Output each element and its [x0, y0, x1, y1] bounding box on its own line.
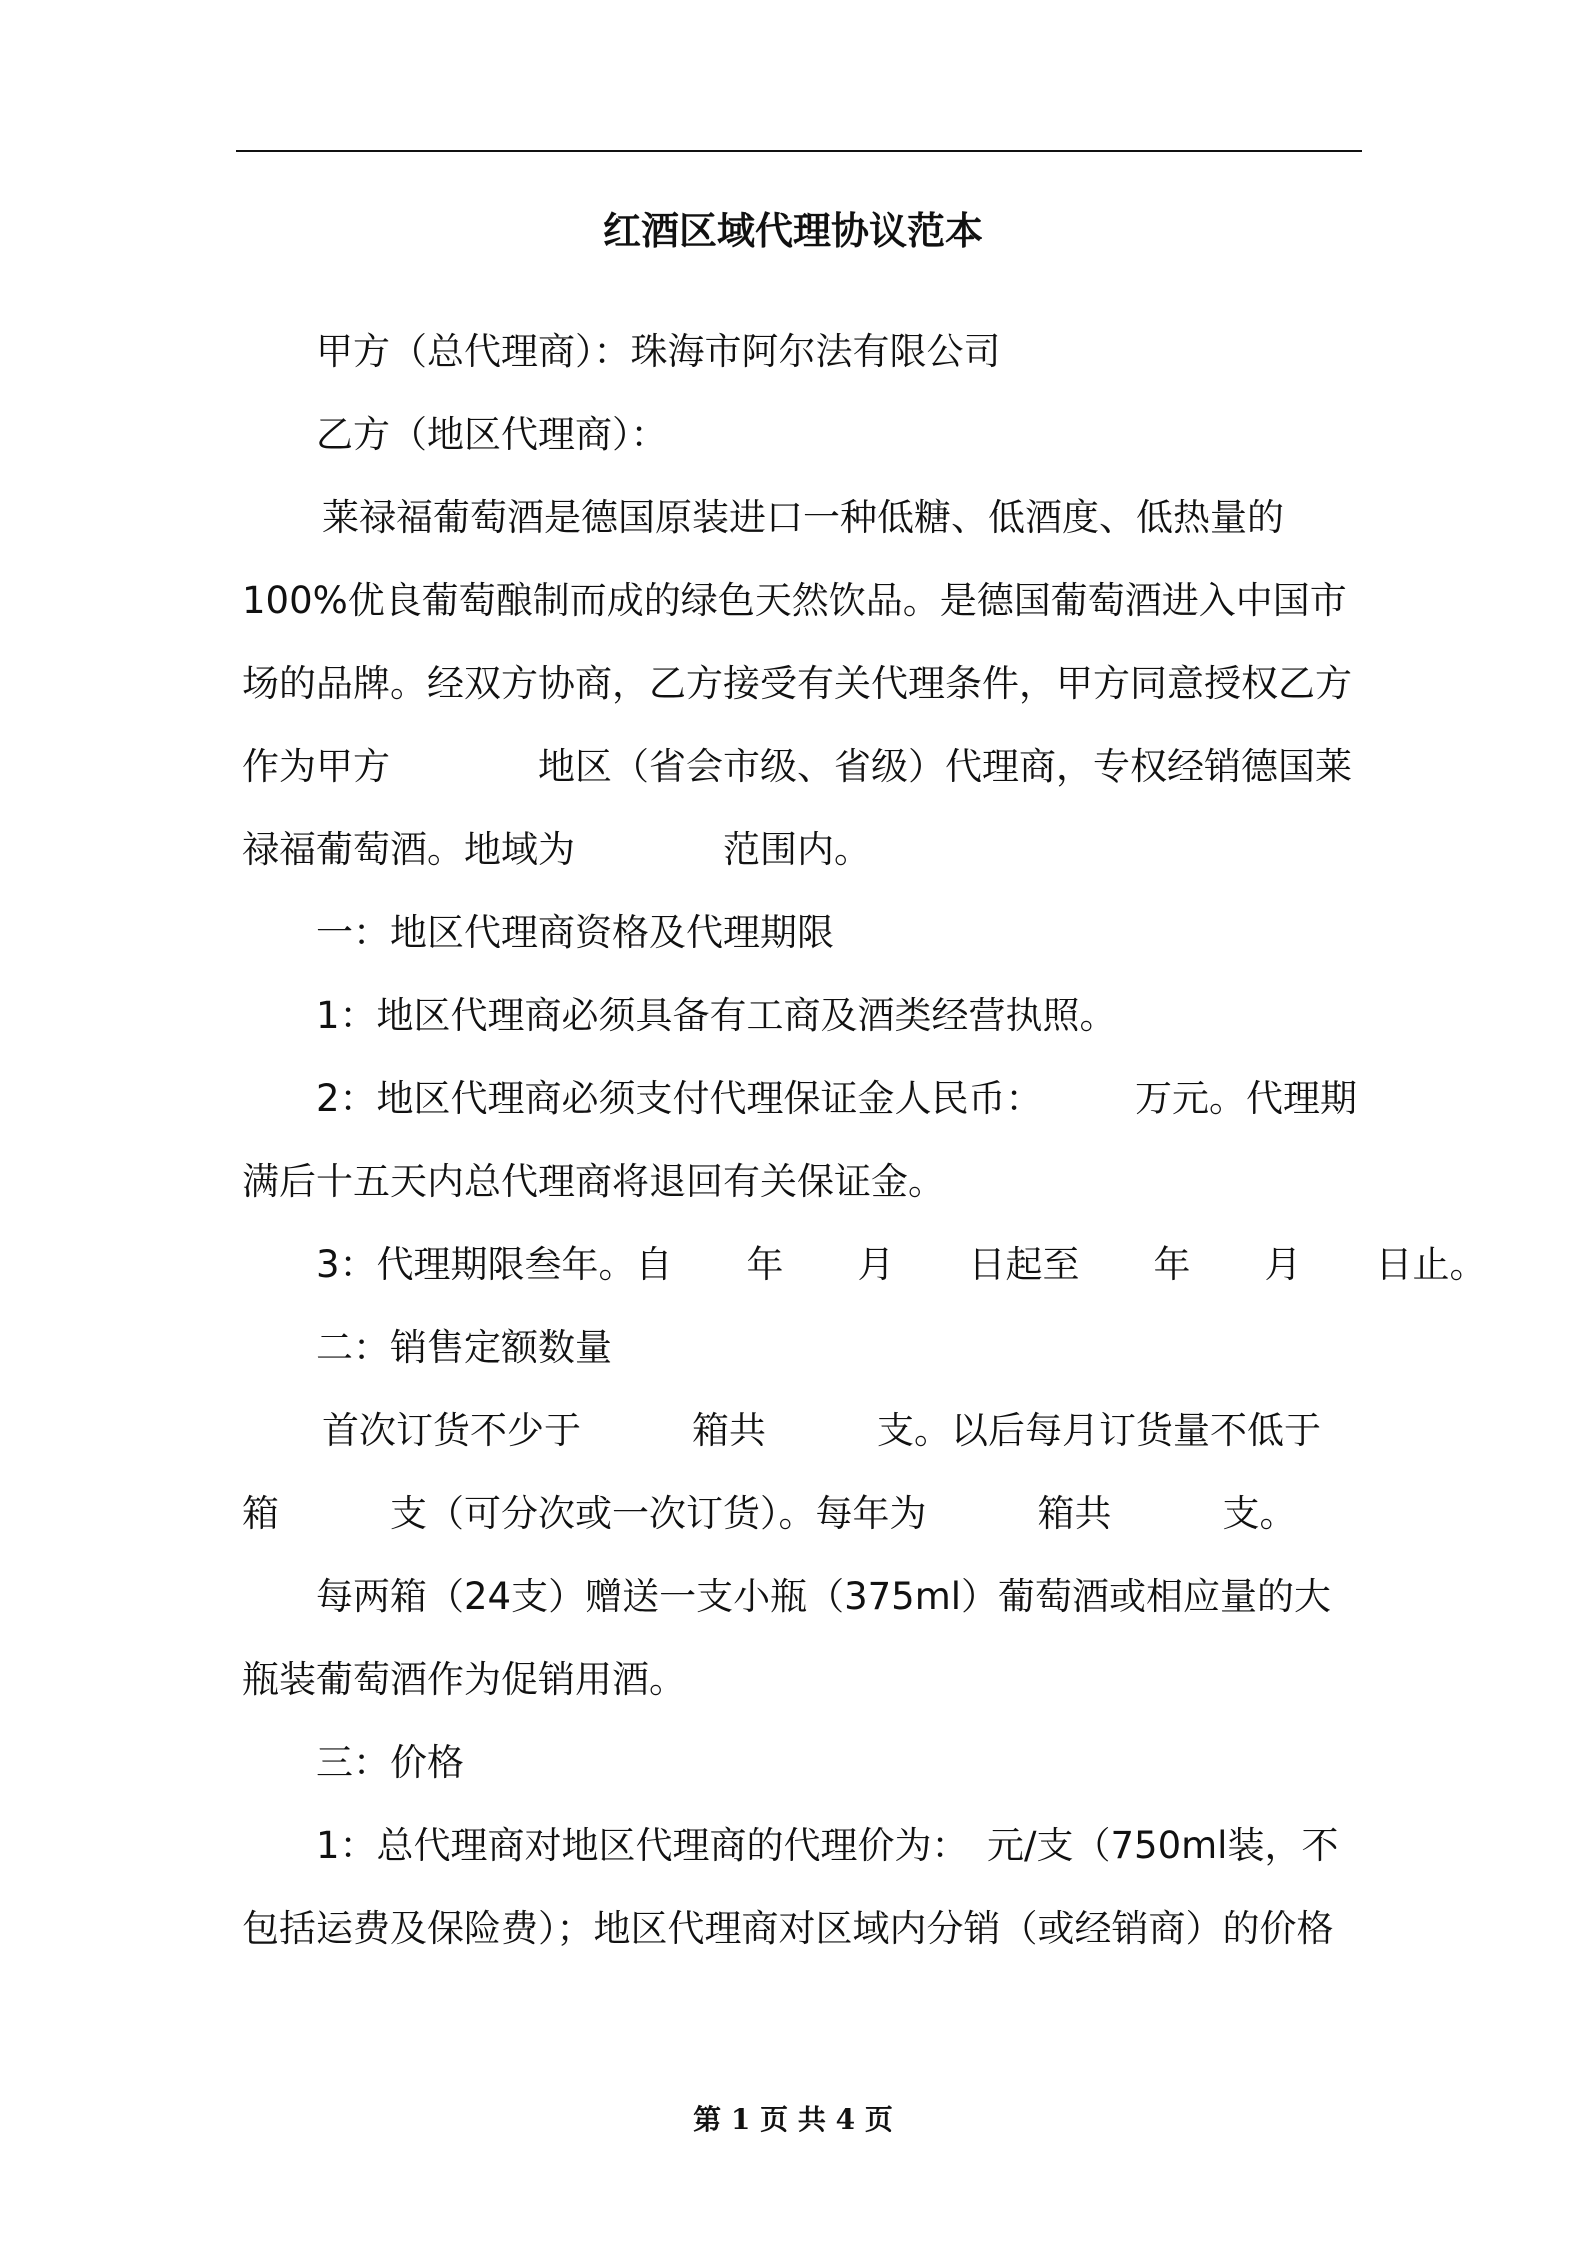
party-a-line: 甲方（总代理商）：珠海市阿尔法有限公司: [316, 330, 1001, 373]
intro-line-5: 禄福葡萄酒。地域为 范围内。: [242, 828, 871, 871]
section-3-item-1-line-1: 1：总代理商对地区代理商的代理价为： 元/支（750ml装，不: [316, 1824, 1339, 1867]
section-2-para-2-line-1: 每两箱（24支）赠送一支小瓶（375ml）葡萄酒或相应量的大: [316, 1575, 1332, 1618]
page-number: 第 1 页 共 4 页: [693, 2103, 893, 2136]
section-2-para-1-line-2: 箱 支（可分次或一次订货）。每年为 箱共 支。: [242, 1492, 1297, 1535]
section-1-item-2-line-2: 满后十五天内总代理商将退回有关保证金。: [242, 1160, 945, 1203]
header-rule: [236, 150, 1362, 152]
section-2-heading: 二：销售定额数量: [316, 1326, 612, 1369]
intro-line-3: 场的品牌。经双方协商，乙方接受有关代理条件，甲方同意授权乙方: [242, 662, 1352, 705]
section-1-heading: 一：地区代理商资格及代理期限: [316, 911, 834, 954]
section-1-item-2-line-1: 2：地区代理商必须支付代理保证金人民币： 万元。代理期: [316, 1077, 1358, 1120]
section-2-para-2-line-2: 瓶装葡萄酒作为促销用酒。: [242, 1658, 686, 1701]
intro-line-1: 莱禄福葡萄酒是德国原装进口一种低糖、低酒度、低热量的: [322, 496, 1284, 539]
intro-line-2: 100%优良葡萄酿制而成的绿色天然饮品。是德国葡萄酒进入中国市: [242, 579, 1347, 622]
section-3-item-1-line-2: 包括运费及保险费）；地区代理商对区域内分销（或经销商）的价格: [242, 1907, 1334, 1950]
party-b-line: 乙方（地区代理商）：: [316, 413, 668, 456]
section-2-para-1-line-1: 首次订货不少于 箱共 支。以后每月订货量不低于: [322, 1409, 1321, 1452]
section-1-item-1: 1：地区代理商必须具备有工商及酒类经营执照。: [316, 994, 1117, 1037]
section-1-item-3: 3：代理期限叁年。自 年 月 日起至 年 月 日止。: [316, 1243, 1487, 1286]
intro-line-4: 作为甲方 地区（省会市级、省级）代理商，专权经销德国莱: [242, 745, 1352, 788]
section-3-heading: 三：价格: [316, 1741, 464, 1784]
document-title: 红酒区域代理协议范本: [602, 209, 983, 253]
